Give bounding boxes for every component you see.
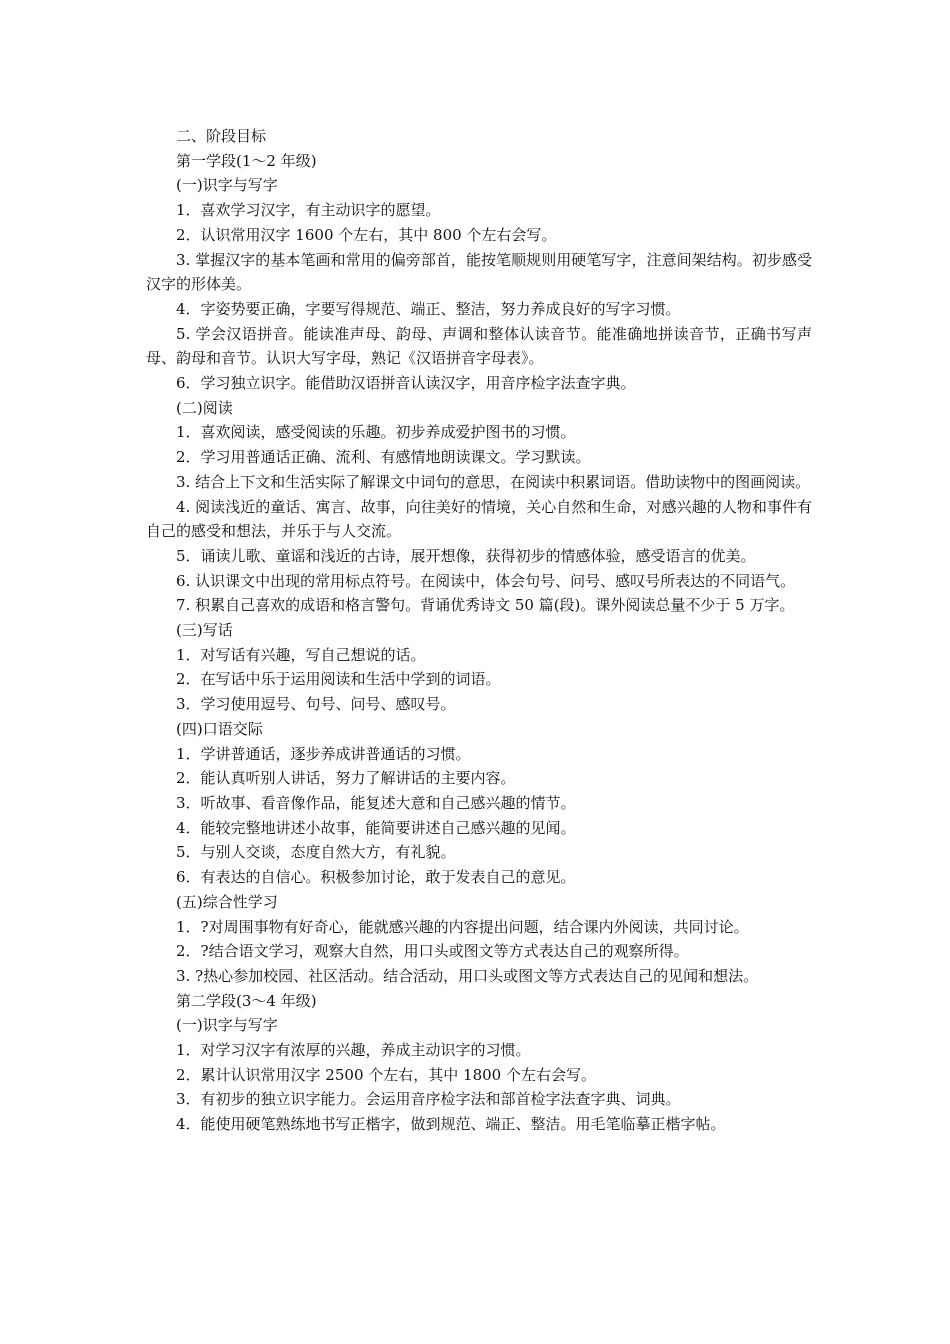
paragraph: 4．能较完整地讲述小故事，能简要讲述自己感兴趣的见闻。 — [176, 818, 576, 837]
paragraph: 1．对学习汉字有浓厚的兴趣，养成主动识字的习惯。 — [176, 1041, 531, 1060]
document-body — [146, 124, 812, 1137]
paragraph: 第二学段(3～4 年级) — [176, 991, 317, 1010]
paragraph: 1．?对周围事物有好奇心，能就感兴趣的内容提出问题，结合课内外阅读，共同讨论。 — [176, 917, 749, 936]
paragraph: (三)写话 — [176, 621, 233, 640]
paragraph: 二、阶段目标 — [176, 127, 267, 145]
paragraph: 2．累计认识常用汉字 2500 个左右，其中 1800 个左右会写。 — [176, 1065, 596, 1084]
paragraph: 2．学习用普通话正确、流利、有感情地朗读课文。学习默读。 — [176, 448, 591, 467]
paragraph: 2．?结合语文学习，观察大自然，用口头或图文等方式表达自己的观察所得。 — [176, 942, 689, 961]
paragraph: 7. 积累自己喜欢的成语和格言警句。背诵优秀诗文 50 篇(段)。课外阅读总量不少于 5 万字。 — [176, 596, 795, 615]
paragraph: 1．喜欢阅读，感受阅读的乐趣。初步养成爱护图书的习惯。 — [176, 423, 576, 442]
paragraph: 2．认识常用汉字 1600 个左右，其中 800 个左右会写。 — [176, 225, 557, 244]
paragraph: 3．学习使用逗号、句号、问号、感叹号。 — [176, 695, 456, 714]
paragraph: (一)识字与写字 — [176, 1016, 278, 1035]
paragraph: 1．喜欢学习汉字，有主动识字的愿望。 — [176, 201, 441, 220]
paragraph: 3. 结合上下文和生活实际了解课文中词句的意思，在阅读中积累词语。借助读物中的图画阅读。 — [176, 472, 811, 491]
paragraph: (五)综合性学习 — [176, 892, 278, 911]
paragraph: 5．诵读儿歌、童谣和浅近的古诗，展开想像，获得初步的情感体验，感受语言的优美。 — [176, 546, 756, 565]
paragraph: 5．与别人交谈，态度自然大方，有礼貌。 — [176, 843, 456, 862]
paragraph: 4．字姿势要正确，字要写得规范、端正、整洁，努力养成良好的写字习惯。 — [176, 299, 681, 318]
paragraph: (四)口语交际 — [176, 719, 263, 738]
paragraph: (二)阅读 — [176, 398, 233, 417]
paragraph: 4．能使用硬笔熟练地书写正楷字，做到规范、端正、整洁。用毛笔临摹正楷字帖。 — [176, 1115, 726, 1134]
paragraph: 3．有初步的独立识字能力。会运用音序检字法和部首检字法查字典、词典。 — [176, 1090, 681, 1109]
paragraph: 4. 阅读浅近的童话、寓言、故事，向往美好的情境，关心自然和生命，对感兴趣的人物和事件有自己的感受和想法，并乐于与人交流。 — [146, 497, 812, 541]
paragraph: 1．学讲普通话，逐步养成讲普通话的习惯。 — [176, 744, 471, 763]
paragraph: (一)识字与写字 — [176, 176, 278, 195]
paragraph: 2．在写话中乐于运用阅读和生活中学到的词语。 — [176, 670, 501, 689]
paragraph: 6．有表达的自信心。积极参加讨论，敢于发表自己的意见。 — [176, 868, 576, 887]
paragraph: 1．对写话有兴趣，写自己想说的话。 — [176, 645, 426, 664]
paragraph: 3. 掌握汉字的基本笔画和常用的偏旁部首，能按笔顺规则用硬笔写字，注意间架结构。初步感受汉字的形体美。 — [146, 250, 812, 294]
paragraph: 6．学习独立识字。能借助汉语拼音认读汉字，用音序检字法查字典。 — [176, 374, 636, 393]
paragraph: 第一学段(1～2 年级) — [176, 151, 317, 170]
paragraph: 5. 学会汉语拼音。能读准声母、韵母、声调和整体认读音节。能准确地拼读音节，正确书写声母、韵母和音节。认识大写字母，熟记《汉语拼音字母表》。 — [146, 324, 812, 368]
paragraph: 3. ?热心参加校园、社区活动。结合活动，用口头或图文等方式表达自己的见闻和想法。 — [176, 966, 759, 985]
paragraph: 6. 认识课文中出现的常用标点符号。在阅读中，体会句号、问号、感叹号所表达的不同语气。 — [176, 571, 796, 590]
paragraph: 3．听故事、看音像作品，能复述大意和自己感兴趣的情节。 — [176, 793, 576, 812]
paragraph: 2．能认真听别人讲话，努力了解讲话的主要内容。 — [176, 769, 516, 788]
